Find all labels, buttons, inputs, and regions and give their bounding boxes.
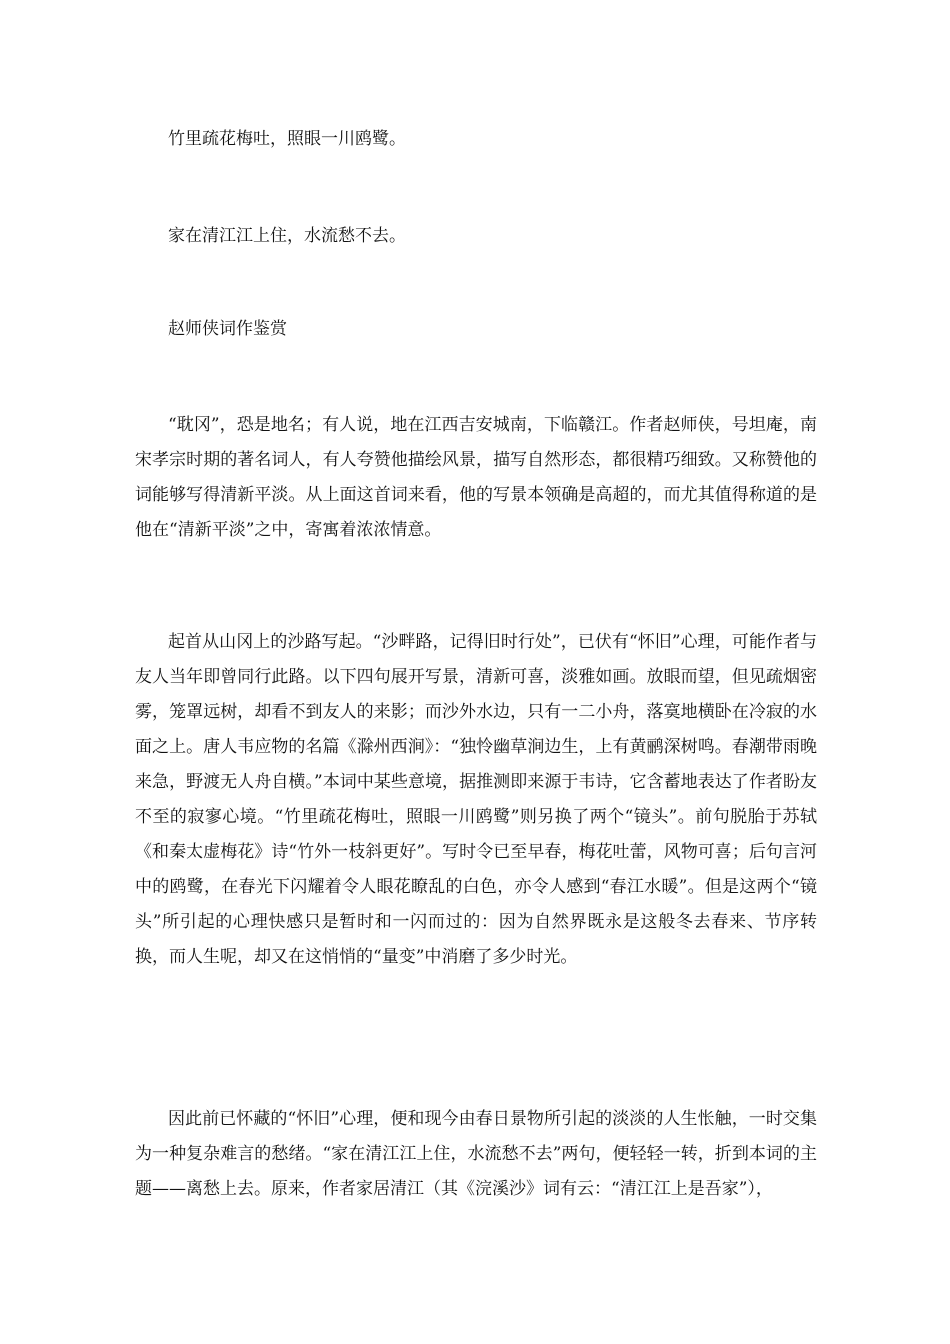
paragraph-1: “耽冈”，恐是地名；有人说，地在江西吉安城南，下临赣江。作者赵师侠，号坦庵，南宋孝宗时期的著名词人，有人夸赞他描绘风景，描写自然形态，都很精巧细致。又称赞他的词能够写得清新平淡。从上面这首词来看，他的写景本领确是高超的，而尤其值得称道的是他在“清新平淡”之中，寄寓着浓浓情意。 [135, 415, 817, 540]
poem-line-1: 竹里疏花梅吐，照眼一川鸥鹭。 [168, 129, 406, 149]
poem-line-2: 家在清江江上住，水流愁不去。 [168, 226, 406, 246]
section-title: 赵师侠词作鉴赏 [168, 319, 287, 339]
paragraph-3: 因此前已怀藏的“怀旧”心理，便和现今由春日景物所引起的淡淡的人生怅触，一时交集为一种复杂难言的愁绪。“家在清江江上住，水流愁不去”两句，便轻轻一转，折到本词的主题——离愁上去。原来，作者家居清江（其《浣溪沙》词有云：“清江江上是吾家”）， [135, 1109, 817, 1199]
paragraph-2: 起首从山冈上的沙路写起。“沙畔路，记得旧时行处”，已伏有“怀旧”心理，可能作者与友人当年即曾同行此路。以下四句展开写景，清新可喜，淡雅如画。放眼而望，但见疏烟密雾，笼罩远树，却看不到友人的来影；而沙外水边，只有一二小舟，落寞地横卧在冷寂的水面之上。唐人韦应物的名篇《滁州西涧》：“独怜幽草涧边生，上有黄鹂深树鸣。春潮带雨晚来急，野渡无人舟自横。”本词中某些意境，据推测即来源于韦诗，它含蓄地表达了作者盼友不至的寂寥心境。“竹里疏花梅吐，照眼一川鸥鹭”则另换了两个“镜头”。前句脱胎于苏轼《和秦太虚梅花》诗“竹外一枝斜更好”。写时令已至早春，梅花吐蕾，风物可喜；后句言河中的鸥鹭，在春光下闪耀着令人眼花瞭乱的白色，亦令人感到“春江水暖”。但是这两个“镜头”所引起的心理快感只是暂时和一闪而过的：因为自然界既永是这般冬去春来、节序转换，而人生呢，却又在这悄悄的“量变”中消磨了多少时光。 [135, 632, 817, 967]
